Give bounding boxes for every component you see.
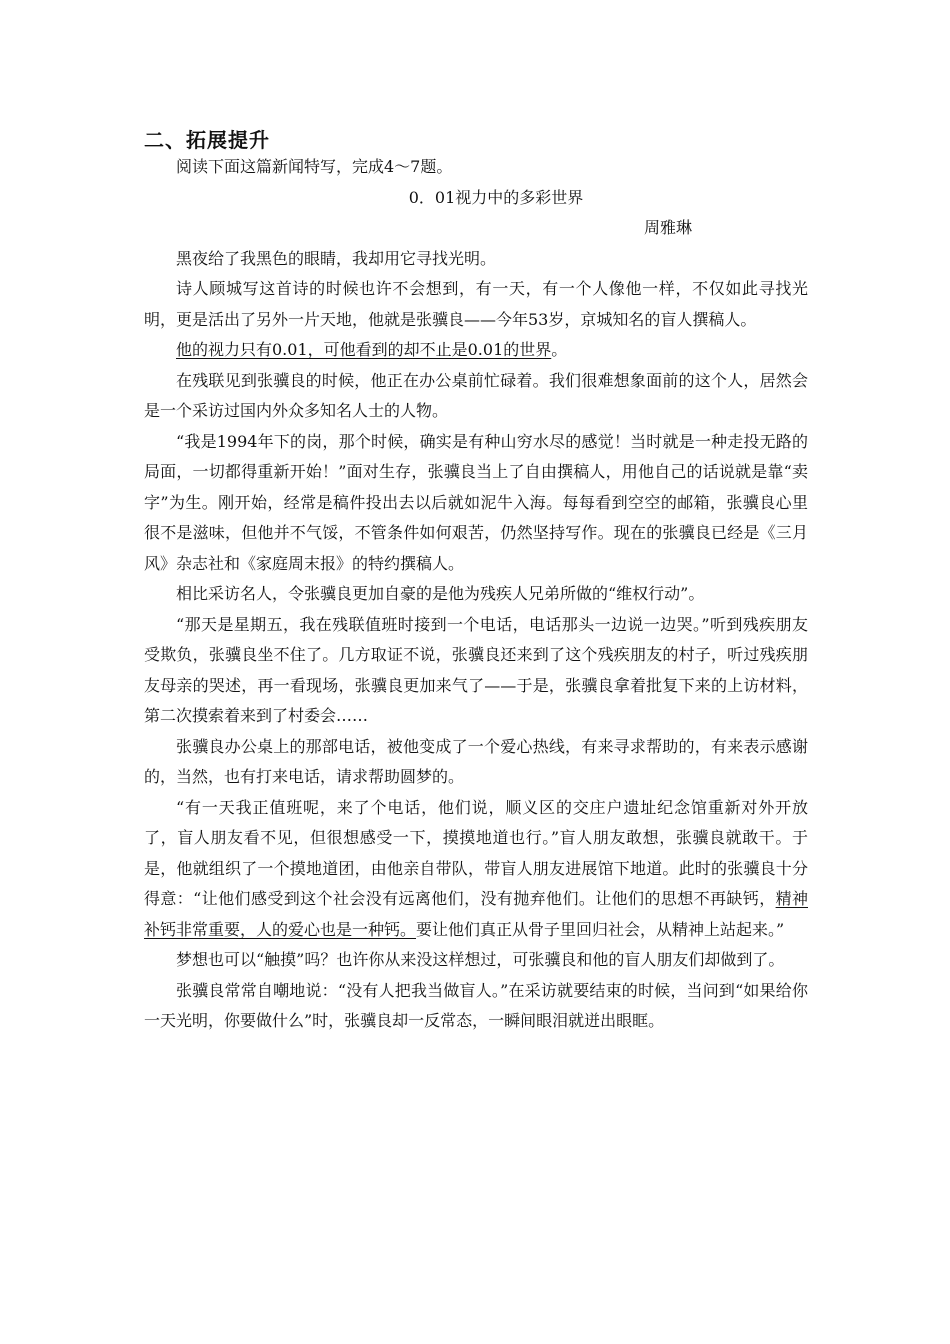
- article-title: 0．01视力中的多彩世界: [408, 187, 584, 207]
- instruction: 阅读下面这篇新闻特写，完成4～7题。: [176, 157, 453, 176]
- paragraph-1: 黑夜给了我黑色的眼睛，我却用它寻找光明。: [176, 248, 497, 268]
- paragraph-9-start: “有一天我正值班呢，来了个电话，他们说，顺义区的交庄户遗址纪念馆重新对外开放了，盲人朋友看不见，但很想感受一下，摸摸地道也行。”盲人朋友敢想，张骥良就敢干。于是，他就组织了一个摸地道团，由他亲自带队，带盲人朋友进展馆下地道。此时的张骥良十分得意：“让他们感受到这个社会没有远离他们，没有抛弃他们。让他们的思想不再缺钙，: [144, 797, 808, 908]
- article-body: [144, 152, 808, 1037]
- article-author: 周雅琳: [643, 218, 692, 237]
- paragraph-10: 梦想也可以“触摸”吗？也许你从来没这样想过，可张骥良和他的盲人朋友们却做到了。: [176, 950, 785, 969]
- paragraph-9-end: 要让他们真正从骨子里回归社会，从精神上站起来。”: [416, 919, 785, 939]
- paragraph-2: 诗人顾城写这首诗的时候也许不会想到，有一天，有一个人像他一样，不仅如此寻找光明，更是活出了另外一片天地，他就是张骥良——今年53岁，京城知名的盲人撰稿人。: [144, 279, 808, 329]
- paragraph-6: 相比采访名人，令张骥良更加自豪的是他为残疾人兄弟所做的“维权行动”。: [176, 584, 705, 603]
- paragraph-11: 张骥良常常自嘲地说：“没有人把我当做盲人。”在采访就要结束的时候，当问到“如果给你一天光明，你要做什么”时，张骥良却一反常态，一瞬间眼泪就迸出眼眶。: [144, 980, 808, 1030]
- paragraph-9: [144, 793, 808, 946]
- paragraph-3-end: 。: [551, 340, 568, 359]
- underlined-sentence-2: 精神补钙非常重要，人的爱心也是一种钙。: [144, 889, 808, 939]
- paragraph-7: “那天是星期五，我在残联值班时接到一个电话，电话那头一边说一边哭。”听到残疾朋友受欺负，张骥良坐不住了。几方取证不说，张骥良还来到了这个残疾朋友的村子，听过残疾朋友母亲的哭述，再一看现场，张骥良更加来气了——于是，张骥良拿着批复下来的上访材料，第二次摸索着来到了村委会……: [144, 614, 808, 725]
- section-title: 二、拓展提升: [144, 128, 270, 152]
- paragraph-8: 张骥良办公桌上的那部电话，被他变成了一个爱心热线，有来寻求帮助的，有来表示感谢的，当然，也有打来电话，请求帮助圆梦的。: [144, 736, 808, 786]
- paragraph-4: 在残联见到张骥良的时候，他正在办公桌前忙碌着。我们很难想象面前的这个人，居然会是一个采访过国内外众多知名人士的人物。: [144, 370, 808, 420]
- paragraph-5: “我是1994年下的岗，那个时候，确实是有种山穷水尽的感觉！当时就是一种走投无路的局面，一切都得重新开始！”面对生存，张骥良当上了自由撰稿人，用他自己的话说就是靠“卖字”为生。刚开始，经常是稿件投出去以后就如泥牛入海。每每看到空空的邮箱，张骥良心里很不是滋味，但他并不气馁，不管条件如何艰苦，仍然坚持写作。现在的张骥良已经是《三月风》杂志社和《家庭周末报》的特约撰稿人。: [144, 431, 808, 573]
- underlined-sentence-1: 他的视力只有0.01，可他看到的却不止是0.01的世界: [176, 340, 552, 359]
- paragraph-3: [144, 335, 808, 366]
